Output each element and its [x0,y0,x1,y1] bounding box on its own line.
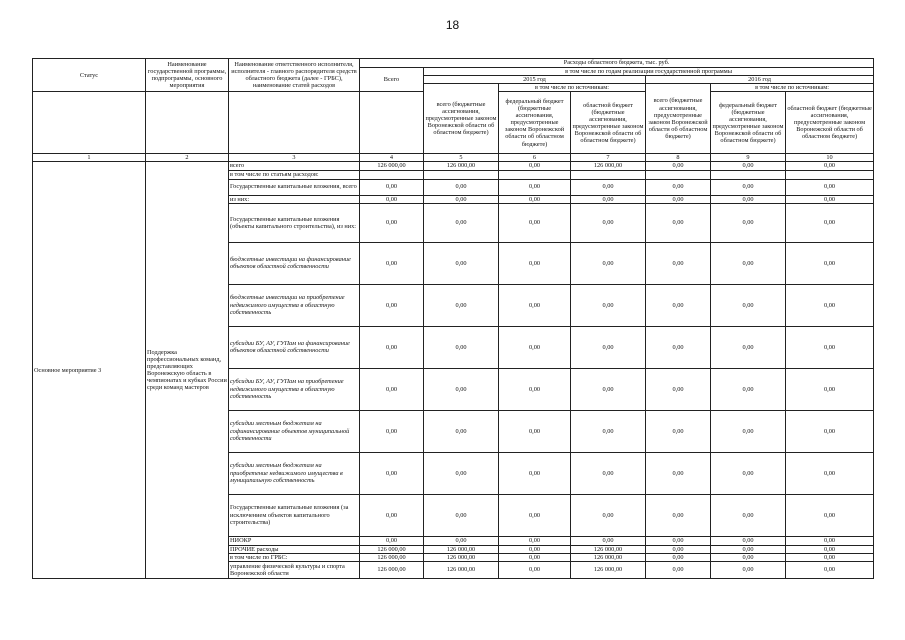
amount-cell: 0,00 [499,179,571,195]
amount-cell: 0,00 [711,494,786,536]
amount-cell: 0,00 [646,326,711,368]
amount-cell: 0,00 [711,545,786,553]
amount-cell: 0,00 [786,368,874,410]
amount-cell: 0,00 [646,203,711,242]
amount-cell [499,170,571,179]
header-program-name: Наименование государственной программы, подпрограммы, основного мероприятия [146,59,229,92]
amount-cell: 0,00 [571,195,646,203]
expense-item-label: субсидии БУ, АУ, ГУПам на финансирование объектов областной собственности [229,326,360,368]
amount-cell: 0,00 [786,179,874,195]
amount-cell: 0,00 [646,179,711,195]
amount-cell: 0,00 [646,553,711,561]
amount-cell: 126 000,00 [571,561,646,578]
amount-cell: 0,00 [711,162,786,170]
amount-cell: 0,00 [711,452,786,494]
col-number: 1 [33,154,146,162]
amount-cell: 0,00 [360,203,424,242]
amount-cell: 0,00 [786,553,874,561]
header-col-all-2016: всего (бюджетные ассигнования, предусмотренные законом Воронежской области об областном бюджете) [646,84,711,154]
table-row [33,162,874,170]
amount-cell: 0,00 [360,452,424,494]
header-col-regional-2015: областной бюджет (бюджетные ассигнования, предусмотренные законом Воронежской области об областном бюджете) [571,92,646,154]
amount-cell: 0,00 [711,553,786,561]
amount-cell: 0,00 [499,553,571,561]
amount-cell: 0,00 [499,494,571,536]
amount-cell: 0,00 [499,410,571,452]
amount-cell: 0,00 [499,203,571,242]
expense-item-label: Государственные капитальные вложения, всего [229,179,360,195]
amount-cell: 0,00 [646,410,711,452]
amount-cell: 0,00 [360,368,424,410]
amount-cell: 0,00 [646,242,711,284]
amount-cell: 0,00 [571,494,646,536]
amount-cell: 0,00 [424,242,499,284]
amount-cell: 126 000,00 [571,545,646,553]
amount-cell: 0,00 [424,284,499,326]
amount-cell: 0,00 [571,242,646,284]
header-col-all-2015: всего (бюджетные ассигнования, предусмотренные законом Воронежской области об областном бюджете) [424,84,499,154]
amount-cell [571,170,646,179]
amount-cell: 0,00 [646,452,711,494]
amount-cell: 0,00 [424,368,499,410]
col-number: 9 [711,154,786,162]
amount-cell: 126 000,00 [360,162,424,170]
amount-cell: 0,00 [786,536,874,545]
expense-item-label: субсидии местным бюджетам на приобретение недвижимого имущества в муниципальную собственность [229,452,360,494]
amount-cell: 0,00 [424,179,499,195]
amount-cell: 0,00 [646,195,711,203]
amount-cell: 0,00 [711,179,786,195]
page-number: 18 [445,18,460,32]
amount-cell: 0,00 [571,410,646,452]
amount-cell: 0,00 [571,284,646,326]
amount-cell: 126 000,00 [424,162,499,170]
amount-cell: 0,00 [786,242,874,284]
header-year-2016: 2016 год [646,76,874,84]
amount-cell: 0,00 [360,410,424,452]
expense-item-label: Государственные капитальные вложения (за исключением объектов капитального строительства) [229,494,360,536]
amount-cell [424,170,499,179]
amount-cell: 0,00 [571,452,646,494]
amount-cell: 0,00 [424,326,499,368]
header-status-cont [33,92,146,154]
measure-name-cell: Поддержка профессиональных команд, представляющих Воронежскую область в чемпионатах и кубках России среди команд мастеров [146,162,229,578]
header-total-cont [360,92,424,154]
amount-cell: 0,00 [786,545,874,553]
amount-cell: 0,00 [571,179,646,195]
amount-cell: 0,00 [786,494,874,536]
amount-cell: 126 000,00 [571,553,646,561]
amount-cell: 126 000,00 [571,162,646,170]
header-by-sources-2016: в том числе по источникам: [711,84,874,92]
amount-cell: 0,00 [424,536,499,545]
amount-cell: 0,00 [424,452,499,494]
amount-cell: 0,00 [786,162,874,170]
amount-cell: 0,00 [360,195,424,203]
amount-cell: 126 000,00 [360,545,424,553]
amount-cell: 0,00 [499,326,571,368]
col-number: 5 [424,154,499,162]
col-number: 8 [646,154,711,162]
expense-item-label: в том числе по статьям расходов: [229,170,360,179]
amount-cell: 126 000,00 [360,553,424,561]
header-executor-cont [229,92,360,154]
amount-cell: 0,00 [499,284,571,326]
expense-item-label: в том числе по ГРБС: [229,553,360,561]
amount-cell: 0,00 [571,326,646,368]
amount-cell: 0,00 [711,284,786,326]
header-col-federal-2016: федеральный бюджет (бюджетные ассигнования, предусмотренные законом Воронежской области об областном бюджете) [711,92,786,154]
amount-cell [711,170,786,179]
amount-cell: 126 000,00 [424,545,499,553]
amount-cell: 0,00 [646,368,711,410]
expense-item-label: из них: [229,195,360,203]
col-number: 3 [229,154,360,162]
amount-cell: 126 000,00 [424,553,499,561]
amount-cell: 0,00 [360,326,424,368]
amount-cell: 0,00 [424,203,499,242]
header-status: Статус [33,59,146,92]
expense-item-label: управление физической культуры и спорта Воронежской области [229,561,360,578]
expense-item-label: Государственные капитальные вложения (объекты капитального строительства), из них: [229,203,360,242]
amount-cell: 0,00 [571,536,646,545]
expense-item-label: субсидии местным бюджетам на софинансирование объектов муниципальной собственности [229,410,360,452]
amount-cell: 0,00 [424,494,499,536]
amount-cell: 0,00 [786,452,874,494]
col-number: 6 [499,154,571,162]
amount-cell: 0,00 [711,195,786,203]
expense-item-label: ПРОЧИЕ расходы [229,545,360,553]
amount-cell: 0,00 [499,162,571,170]
amount-cell: 0,00 [646,284,711,326]
col-number: 7 [571,154,646,162]
amount-cell: 0,00 [360,242,424,284]
amount-cell: 0,00 [499,536,571,545]
header-total: Всего [360,68,424,92]
amount-cell: 0,00 [786,561,874,578]
amount-cell: 0,00 [646,545,711,553]
amount-cell: 0,00 [711,368,786,410]
header-program-name-cont [146,92,229,154]
budget-table [32,58,874,579]
amount-cell: 0,00 [499,545,571,553]
amount-cell: 126 000,00 [360,561,424,578]
header-col-regional-2016: областной бюджет (бюджетные ассигнования, предусмотренные законом Воронежской области об областном бюджете) [786,92,874,154]
amount-cell: 0,00 [711,536,786,545]
header-by-sources-2015: в том числе по источникам: [499,84,646,92]
expense-item-label: бюджетные инвестиции на финансирование объектов областной собственности [229,242,360,284]
amount-cell: 0,00 [360,179,424,195]
amount-cell: 0,00 [786,410,874,452]
header-executor: Наименование ответственного исполнителя, исполнителя - главного распорядителя средств областного бюджета (далее - ГРБС), наименование статей расходов [229,59,360,92]
header-by-years: в том числе по годам реализации государственной программы [424,68,874,76]
amount-cell: 0,00 [646,494,711,536]
amount-cell: 0,00 [711,203,786,242]
amount-cell: 0,00 [646,162,711,170]
amount-cell: 0,00 [499,561,571,578]
col-number: 10 [786,154,874,162]
col-number: 2 [146,154,229,162]
expense-item-label: бюджетные инвестиции на приобретение недвижимого имущества в областную собственность [229,284,360,326]
amount-cell: 0,00 [424,410,499,452]
amount-cell: 0,00 [499,242,571,284]
header-year-2015: 2015 год [424,76,646,84]
amount-cell: 0,00 [360,284,424,326]
amount-cell: 0,00 [786,195,874,203]
amount-cell: 0,00 [786,326,874,368]
amount-cell: 126 000,00 [424,561,499,578]
amount-cell: 0,00 [711,410,786,452]
amount-cell: 0,00 [646,536,711,545]
amount-cell [646,170,711,179]
amount-cell: 0,00 [711,561,786,578]
expense-item-label: субсидии БУ, АУ, ГУПам на приобретение недвижимого имущества в областную собственность [229,368,360,410]
header-col-federal-2015: федеральный бюджет (бюджетные ассигнования, предусмотренные законом Воронежской области об областном бюджете) [499,92,571,154]
amount-cell: 0,00 [711,242,786,284]
amount-cell: 0,00 [646,561,711,578]
amount-cell [786,170,874,179]
column-number-row [33,154,874,162]
amount-cell: 0,00 [786,203,874,242]
expense-item-label: всего [229,162,360,170]
header-expenses-title: Расходы областного бюджета, тыс. руб. [360,59,874,68]
amount-cell: 0,00 [571,368,646,410]
status-cell: Основное мероприятие 3 [33,162,146,578]
amount-cell [360,170,424,179]
amount-cell: 0,00 [360,536,424,545]
amount-cell: 0,00 [499,195,571,203]
amount-cell: 0,00 [711,326,786,368]
amount-cell: 0,00 [499,368,571,410]
amount-cell: 0,00 [424,195,499,203]
amount-cell: 0,00 [571,203,646,242]
amount-cell: 0,00 [786,284,874,326]
col-number: 4 [360,154,424,162]
amount-cell: 0,00 [499,452,571,494]
amount-cell: 0,00 [360,494,424,536]
expense-item-label: НИОКР [229,536,360,545]
